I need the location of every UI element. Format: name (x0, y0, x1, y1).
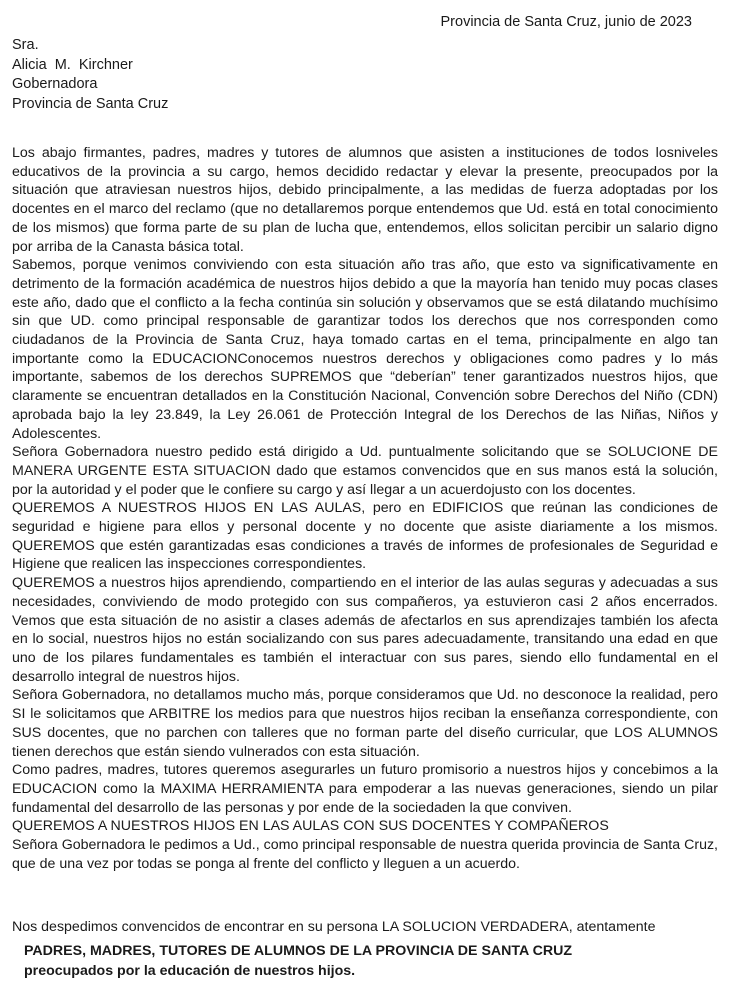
addressee-block (12, 36, 168, 114)
addressee-salutation: Sra. (12, 37, 39, 53)
date-line: Provincia de Santa Cruz, junio de 2023 (440, 14, 692, 30)
paragraph: Señora Gobernadora nuestro pedido está dirigido a Ud. puntualmente solicitando que se SOLUCIONE DE MANERA URGENTE ESTA SITUACION dado que estamos convencidos que en sus manos está la solución, por la autoridad y el poder que le confiere su cargo y así llegar a un acuerdojusto con los docentes. (12, 444, 718, 498)
addressee-name: Alicia M. Kirchner (12, 56, 133, 73)
paragraph: QUEREMOS a nuestros hijos aprendiendo, compartiendo en el interior de las aulas seguras y adecuadas a sus necesidades, conviviendo de modo protegido con sus compañeros, ya estuvieron casi 2 años encerrados. Vemos que esta situación de no asistir a clases además de afectarlos en sus aprendizajes también los afecta en lo social, nuestros hijos no están socializando con sus pares adecuadamente, transitando una edad en que uno de los pilares fundamentales es también el interactuar con sus pares, siendo ello fundamental en el desarrollo integral de nuestros hijos. (12, 575, 718, 685)
paragraph: QUEREMOS A NUESTROS HIJOS EN LAS AULAS CON SUS DOCENTES Y COMPAÑEROS (12, 818, 609, 835)
paragraph: Señora Gobernadora le pedimos a Ud., como principal responsable de nuestra querida provincia de Santa Cruz, que de una vez por todas se ponga al frente del conflicto y lleguen a un acuerdo. (12, 837, 718, 872)
paragraph: Señora Gobernadora, no detallamos mucho más, porque consideramos que Ud. no desconoce la realidad, pero SI le solicitamos que ARBITRE los medios para que nuestros hijos reciban la enseñanza correspondiente, con SUS docentes, que no parchen con talleres que no forman parte del diseño curricular, que LOS ALUMNOS tienen derechos que están siendo vulnerados con esta situación. (12, 687, 718, 760)
signature-line: PADRES, MADRES, TUTORES DE ALUMNOS DE LA PROVINCIA DE SANTA CRUZ (24, 943, 573, 959)
paragraph: QUEREMOS A NUESTROS HIJOS EN LAS AULAS, pero en EDIFICIOS que reúnan las condiciones de seguridad e higiene para ellos y personal docente y no docente que asiste diariamente a los mismos. QUEREMOS que estén garantizadas esas condiciones a través de informes de profesionales de Seguridad e Higiene que realicen las inspecciones correspondientes. (12, 500, 718, 573)
paragraph: Los abajo firmantes, padres, madres y tutores de alumnos que asisten a instituciones de todos losniveles educativos de la provincia a su cargo, hemos decidido redactar y elevar la presente, preocupados por la situación que atraviesan nuestros hijos, debido principalmente, a las medidas de fuerza adoptadas por los docentes en el marco del reclamo (que no detallaremos porque entendemos que Ud. está en total conocimiento de los mismos) que forma parte de su plan de lucha que, entendemos, ellos solicitan percibir un salario digno por arriba de la Canasta básica total. (12, 145, 718, 255)
signature-block (24, 941, 572, 981)
paragraph: Sabemos, porque venimos conviviendo con esta situación año tras año, que esto va significativamente en detrimento de la formación académica de nuestros hijos debido a que la mayoría han tenido muy pocas clases este año, dado que el conflicto a la fecha continúa sin solución y observamos que se está dilatando muchísimo sin que UD. como principal responsable de garantizar todos los derechos que nos corresponden como ciudadanos de la Provincia de Santa Cruz, haya tomado cartas en el tema, principalmente en algo tan importante como la EDUCACIONConocemos nuestros derechos y obligaciones como padres y lo más importante, sabemos de los derechos SUPREMOS que “deberían” tener garantizados nuestros hijos, que claramente se encuentran detallados en la Constitución Nacional, Convención sobre Derechos del Niño (CDN) aprobada bajo la ley 23.849, la Ley 26.061 de Protección Integral de los Derechos de las Niñas, Niños y Adolescentes. (12, 257, 718, 442)
closing-line: Nos despedimos convencidos de encontrar en su persona LA SOLUCION VERDADERA, atentamente (12, 919, 656, 935)
letter-body (12, 144, 718, 873)
paragraph: Como padres, madres, tutores queremos asegurarles un futuro promisorio a nuestros hijos y concebimos a la EDUCACION como la MAXIMA HERRAMIENTA para empoderar a las nuevas generaciones, siendo un pilar fundamental del desarrollo de las personas y por ende de la sociedaden la que conviven. (12, 762, 718, 816)
addressee-location: Provincia de Santa Cruz (12, 95, 169, 112)
signature-subline: preocupados por la educación de nuestros hijos. (24, 963, 356, 979)
addressee-title: Gobernadora (12, 76, 98, 92)
